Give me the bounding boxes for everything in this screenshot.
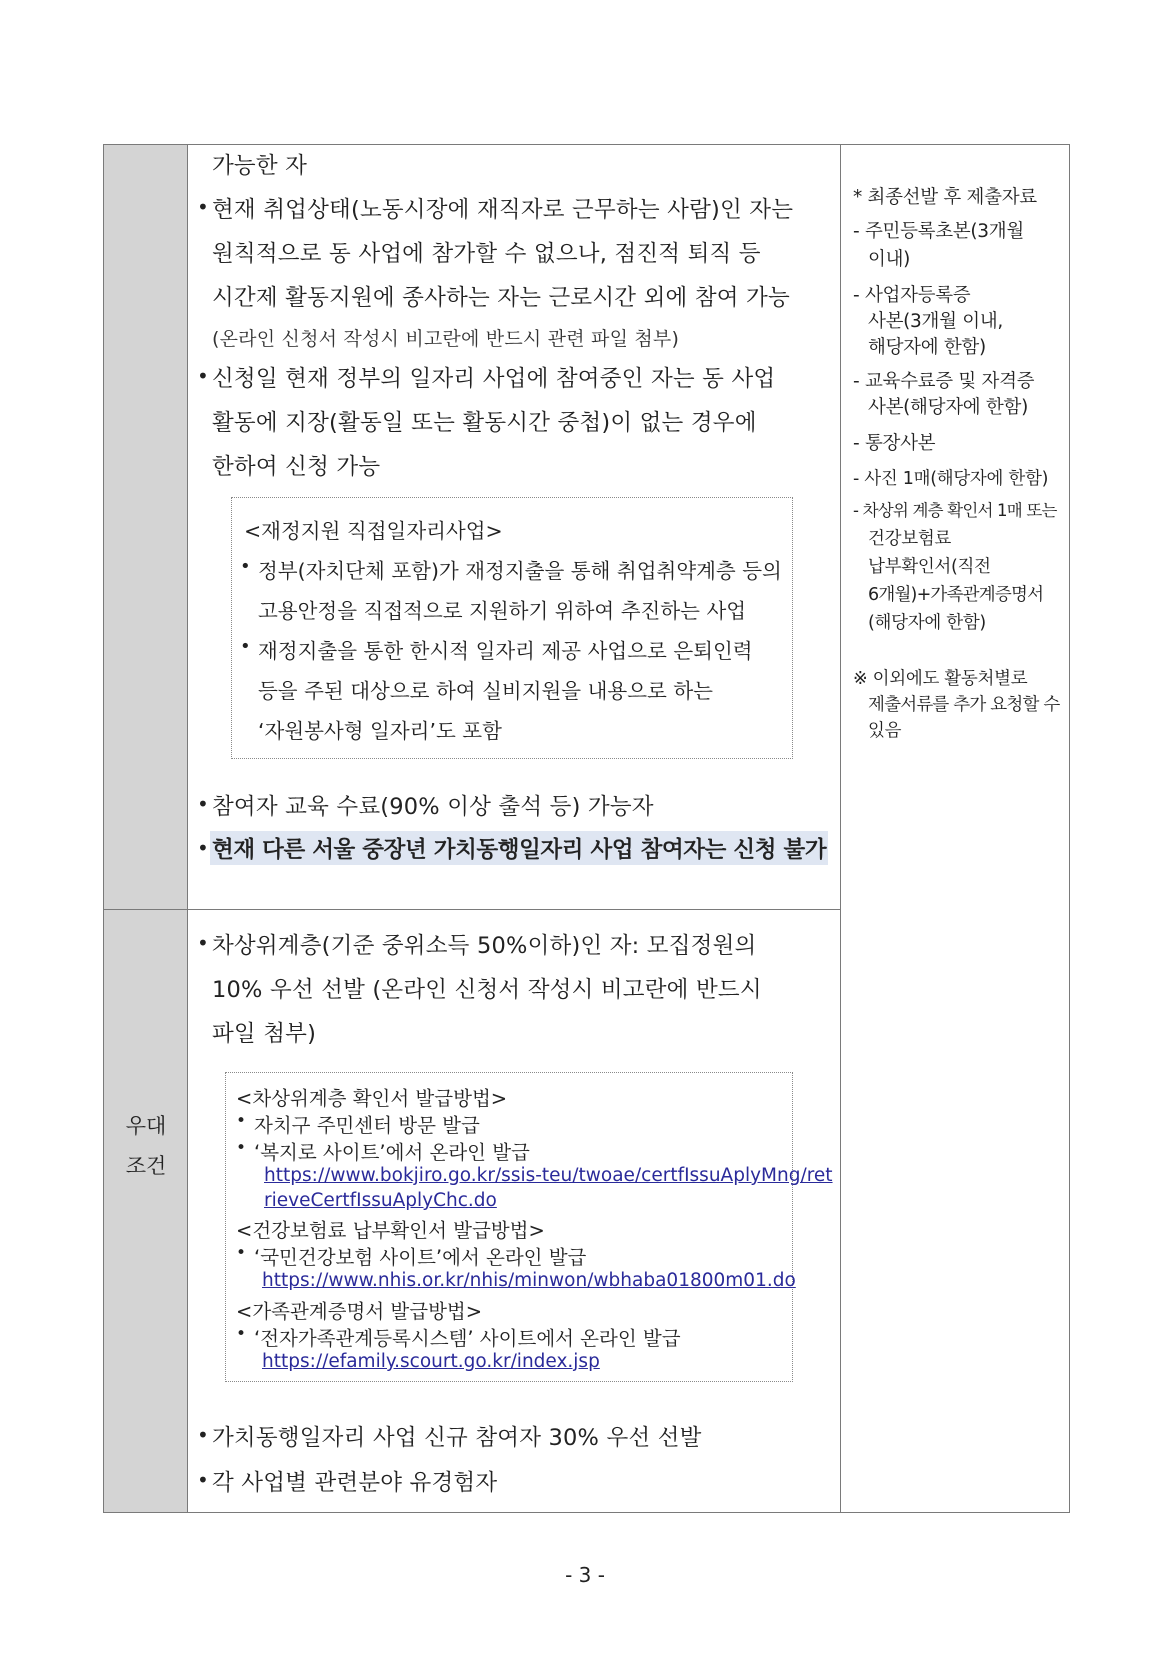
side-item1-line2: 이내): [868, 249, 911, 270]
bokjiro-link-line1[interactable]: https://www.bokjiro.go.kr/ssis-teu/twoae/certfIssuAplyMng/ret: [264, 1165, 833, 1186]
bullet: •: [240, 636, 251, 657]
side-item6-line4: 6개월)+가족관계증명서: [868, 585, 1044, 605]
eligibility-b2-line1: 신청일 현재 정부의 일자리 사업에 참여중인 자는 동 사업: [212, 366, 776, 392]
box-item1-line2: 고용안정을 직접적으로 지원하기 위하여 추진하는 사업: [258, 599, 747, 623]
issuance-title-2: <건강보험료 납부확인서 발급방법>: [236, 1219, 545, 1242]
page-number: - 3 -: [565, 1563, 605, 1587]
issuance-1-item1: 자치구 주민센터 방문 발급: [254, 1114, 480, 1137]
bullet: •: [197, 364, 209, 388]
bullet: •: [236, 1324, 247, 1344]
bullet: •: [236, 1111, 247, 1131]
eligibility-b4-highlight: 현재 다른 서울 중장년 가치동행일자리 사업 참여자는 신청 불가: [210, 831, 828, 865]
bullet: •: [197, 931, 209, 955]
issuance-2-item1: ‘국민건강보험 사이트’에서 온라인 발급: [254, 1246, 587, 1269]
preference-b1-line1: 차상위계층(기준 중위소득 50%이하)인 자: 모집정원의: [212, 933, 757, 959]
eligibility-continued-line: 가능한 자: [212, 153, 308, 179]
side-note-line2: 제출서류를 추가 요청할 수: [868, 695, 1060, 715]
side-item6-line1: - 차상위 계층 확인서 1매 또는: [853, 501, 1057, 520]
side-item5: - 사진 1매(해당자에 한함): [853, 469, 1049, 489]
side-item2-line1: - 사업자등록증: [853, 285, 971, 306]
label-column: [104, 145, 188, 1512]
eligibility-b2-line3: 한하여 신청 가능: [212, 454, 381, 480]
preference-b2: 가치동행일자리 사업 신규 참여자 30% 우선 선발: [212, 1425, 702, 1451]
bullet: •: [197, 1423, 209, 1447]
issuance-title-3: <가족관계증명서 발급방법>: [236, 1300, 483, 1323]
box-item1-line1: 정부(자치단체 포함)가 재정지출을 통해 취업취약계층 등의: [258, 559, 782, 583]
eligibility-b1-line1: 현재 취업상태(노동시장에 재직자로 근무하는 사람)인 자는: [212, 197, 794, 223]
eligibility-b2-line2: 활동에 지장(활동일 또는 활동시간 중첩)이 없는 경우에: [212, 410, 757, 436]
side-title: * 최종선발 후 제출자료: [853, 187, 1037, 208]
preference-b1-line3: 파일 첨부): [212, 1021, 317, 1047]
side-item3-line1: - 교육수료증 및 자격증: [853, 371, 1035, 392]
eligibility-b1-line3: 시간제 활동지원에 종사하는 자는 근로시간 외에 참여 가능: [212, 285, 790, 311]
nhis-link[interactable]: https://www.nhis.or.kr/nhis/minwon/wbhaba01800m01.do: [262, 1270, 796, 1291]
requirements-table: [103, 144, 1070, 1513]
direct-job-program-box: [231, 497, 793, 759]
box-item2-line1: 재정지출을 통한 한시적 일자리 제공 사업으로 은퇴인력: [258, 639, 753, 663]
issuance-methods-box: [225, 1072, 833, 1382]
eligibility-b1-note: (온라인 신청서 작성시 비고란에 반드시 관련 파일 첨부): [212, 328, 680, 350]
bokjiro-link-line2[interactable]: rieveCertfIssuAplyChc.do: [264, 1190, 497, 1211]
side-item6-line3: 납부확인서(직전: [868, 557, 991, 577]
side-note-line3: 있음: [868, 721, 902, 741]
preference-b1-line2: 10% 우선 선발 (온라인 신청서 작성시 비고란에 반드시: [212, 977, 762, 1003]
side-item2-line3: 해당자에 한함): [868, 337, 986, 358]
bullet: •: [197, 1468, 209, 1492]
box-item2-line2: 등을 주된 대상으로 하여 실비지원을 내용으로 하는: [258, 679, 713, 703]
eligibility-b1-line2: 원칙적으로 동 사업에 참가할 수 없으나, 점진적 퇴직 등: [212, 241, 761, 267]
preference-b3: 각 사업별 관련분야 유경험자: [212, 1470, 498, 1496]
issuance-title-1: <차상위계층 확인서 발급방법>: [236, 1087, 508, 1110]
bullet: •: [197, 792, 209, 816]
side-note-line1: ※ 이외에도 활동처별로: [853, 669, 1028, 689]
bullet: •: [236, 1138, 247, 1158]
row-label-preferential-2: 조건: [125, 1154, 167, 1178]
box-title: <재정지원 직접일자리사업>: [244, 519, 503, 543]
bullet: •: [197, 836, 209, 860]
side-item6-line2: 건강보험료: [868, 529, 952, 549]
side-item2-line2: 사본(3개월 이내,: [868, 311, 1003, 332]
bullet: •: [236, 1243, 247, 1263]
bullet: •: [240, 556, 251, 577]
efamily-link[interactable]: https://efamily.scourt.go.kr/index.jsp: [262, 1351, 600, 1372]
column-divider: [840, 145, 841, 1512]
side-item6-line5: (해당자에 한함): [868, 613, 986, 633]
bullet: •: [197, 195, 209, 219]
side-item3-line2: 사본(해당자에 한함): [868, 397, 1028, 418]
issuance-1-item2: ‘복지로 사이트’에서 온라인 발급: [254, 1141, 530, 1164]
side-item1-line1: - 주민등록초본(3개월: [853, 221, 1024, 242]
row-divider: [104, 909, 840, 910]
issuance-3-item1: ‘전자가족관계등록시스템’ 사이트에서 온라인 발급: [254, 1327, 681, 1350]
row-label-preferential-1: 우대: [125, 1114, 167, 1138]
box-item2-line3: ‘자원봉사형 일자리’도 포함: [258, 719, 502, 743]
eligibility-b3: 참여자 교육 수료(90% 이상 출석 등) 가능자: [212, 794, 654, 820]
side-item4: - 통장사본: [853, 433, 936, 454]
